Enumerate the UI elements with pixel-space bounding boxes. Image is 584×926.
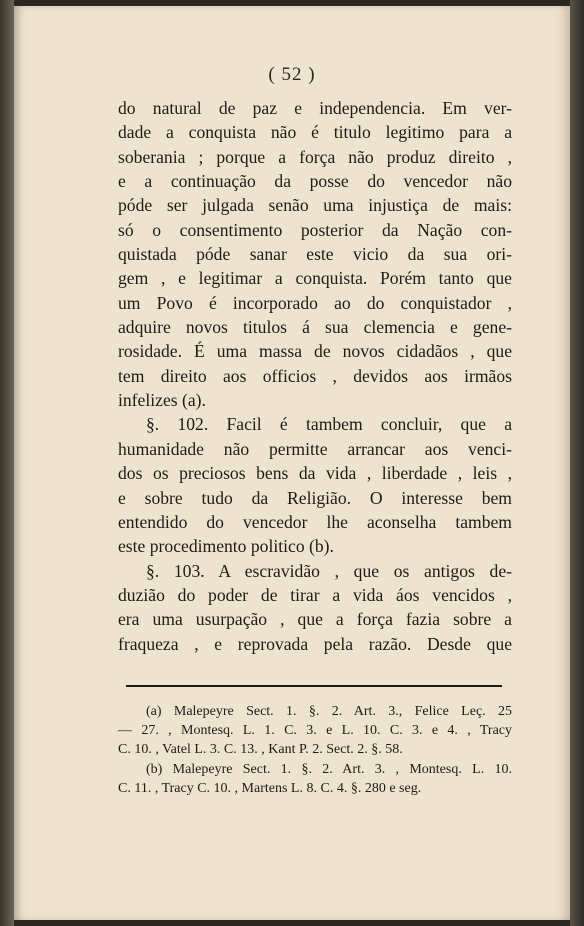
text-line: dos os preciosos bens da vida , liberdade , leis , <box>118 463 512 484</box>
text-line: póde ser julgada senão uma injustiça de mais: <box>118 195 512 216</box>
footnote-b: (b) Malepeyre Sect. 1. §. 2. Art. 3. , Montesq. L. 10. <box>146 761 512 777</box>
text-line: tem direito aos officios , devidos aos irmãos <box>118 365 512 386</box>
text-line: este procedimento politico (b). <box>118 536 334 557</box>
text-line: dade a conquista não é titulo legitimo para a <box>118 122 512 143</box>
book-gutter-left <box>0 0 14 926</box>
footnote-divider <box>126 685 502 687</box>
page-number: ( 52 ) <box>268 64 316 85</box>
text-line: adquire novos titulos á sua clemencia e gene- <box>118 317 512 338</box>
text-line: humanidade não permitte arrancar aos venci- <box>118 438 512 459</box>
text-line: quistada póde sanar este vicio da sua ori- <box>118 244 512 265</box>
text-line: do natural de paz e independencia. Em ver- <box>118 98 512 118</box>
text-line: e a continuação da posse do vencedor não <box>118 171 512 192</box>
section-heading-103: §. 103. A escravidão , que os antigos de- <box>146 560 512 581</box>
body-text <box>118 96 512 656</box>
text-line: duzião do poder de tirar a vida áos vencidos , <box>118 584 512 605</box>
text-line: rosidade. É uma massa de novos cidadãos , que <box>118 341 512 362</box>
footnote-line: C. 10. , Vatel L. 3. C. 13. , Kant P. 2. Sect. 2. §. 58. <box>118 742 403 758</box>
text-line: entendido do vencedor lhe aconselha tambem <box>118 511 512 532</box>
footnote-a: (a) Malepeyre Sect. 1. §. 2. Art. 3., Felice Leç. 25 <box>146 704 512 719</box>
text-line: fraqueza , e reprovada pela razão. Desde que <box>118 633 512 654</box>
text-line: era uma usurpação , que a força fazia sobre a <box>118 609 512 630</box>
footnote-line: — 27. , Montesq. L. 1. C. 3. e L. 10. C. 3. e 4. , Tracy <box>118 723 512 739</box>
text-line: e sobre tudo da Religião. O interesse bem <box>118 487 512 508</box>
section-heading-102: §. 102. Facil é tambem concluir, que a <box>146 414 512 435</box>
text-line: soberania ; porque a força não produz direito , <box>118 146 512 167</box>
text-line: um Povo é incorporado ao do conquistador , <box>118 292 512 313</box>
text-line: gem , e legitimar a conquista. Porém tanto que <box>118 268 512 289</box>
text-line: infelizes (a). <box>118 390 206 411</box>
book-edge-right <box>570 0 584 926</box>
footnote-line: C. 11. , Tracy C. 10. , Martens L. 8. C. 4. §. 280 e seg. <box>118 780 422 796</box>
footnotes <box>118 702 512 798</box>
text-line: só o consentimento posterior da Nação con- <box>118 219 512 240</box>
